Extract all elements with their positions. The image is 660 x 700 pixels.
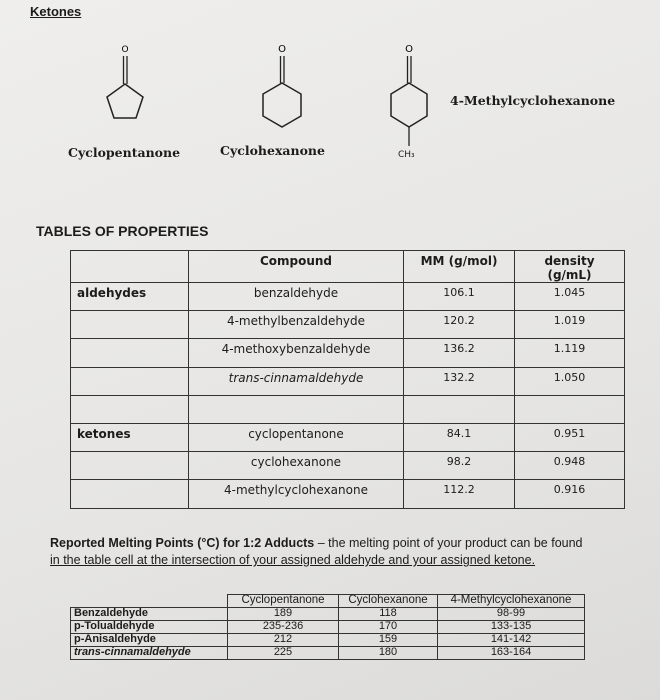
mp-cell: 180 (339, 647, 438, 660)
melting-points-text: – the melting point of your product can be found (314, 536, 583, 550)
table-row (71, 339, 625, 367)
row-label: trans-cinnamaldehyde (71, 647, 228, 660)
table-row (71, 452, 625, 480)
density-cell: 1.119 (515, 339, 625, 367)
ketones-heading: Ketones (30, 4, 82, 19)
cyclopentanone-structure (95, 40, 165, 130)
melting-points-heading: Reported Melting Points (°C) for 1:2 Adducts (50, 536, 315, 550)
category-cell (71, 367, 189, 395)
methyl-group-label: CH₃ (398, 150, 415, 160)
table-row (71, 647, 585, 660)
mp-cell: 159 (339, 634, 438, 647)
mp-cell: 118 (339, 608, 438, 621)
properties-table (70, 250, 625, 509)
mm-cell (404, 395, 515, 423)
density-cell: 0.951 (515, 423, 625, 451)
melting-points-table (70, 594, 585, 660)
mp-cell: 189 (228, 608, 339, 621)
density-cell: 1.050 (515, 367, 625, 395)
row-label: p-Tolualdehyde (71, 621, 228, 634)
table-row (71, 634, 585, 647)
mp-cell: 98-99 (438, 608, 585, 621)
mm-cell: 106.1 (404, 283, 515, 311)
header-cell (71, 251, 189, 283)
mm-cell: 120.2 (404, 311, 515, 339)
mp-cell: 141-142 (438, 634, 585, 647)
compound-cell (189, 395, 404, 423)
compound-cell: cyclohexanone (189, 452, 404, 480)
compound-cell: 4-methoxybenzaldehyde (189, 339, 404, 367)
table-row (71, 480, 625, 508)
mm-cell: 132.2 (404, 367, 515, 395)
melting-header-row (71, 595, 585, 608)
methylcyclohexanone-label: 4-Methylcyclohexanone (450, 93, 616, 108)
cyclohexanone-structure (248, 38, 318, 138)
mp-cell: 235-236 (228, 621, 339, 634)
table-row (71, 608, 585, 621)
density-cell: 0.916 (515, 480, 625, 508)
header-cell: density (g/mL) (515, 251, 625, 283)
category-cell: ketones (71, 423, 189, 451)
mm-cell: 98.2 (404, 452, 515, 480)
category-cell (71, 339, 189, 367)
oxygen-label: O (278, 44, 286, 55)
mm-cell: 136.2 (404, 339, 515, 367)
methylcyclohexanone-structure (380, 38, 450, 168)
melting-points-text-line2: in the table cell at the intersection of your assigned aldehyde and your assigned ketone. (50, 553, 536, 567)
table-row (71, 621, 585, 634)
column-header: 4-Methylcyclohexanone (438, 595, 585, 608)
row-label: p-Anisaldehyde (71, 634, 228, 647)
table-row (71, 283, 625, 311)
mp-cell: 225 (228, 647, 339, 660)
column-header: Cyclopentanone (228, 595, 339, 608)
density-cell: 1.019 (515, 311, 625, 339)
cyclohexanone-label: Cyclohexanone (220, 143, 325, 158)
cyclopentanone-label: Cyclopentanone (68, 145, 181, 160)
category-cell (71, 480, 189, 508)
header-cell: Compound (189, 251, 404, 283)
table-row (71, 423, 625, 451)
table-row (71, 395, 625, 423)
melting-points-description (50, 535, 640, 569)
oxygen-label: O (405, 44, 413, 55)
density-cell: 0.948 (515, 452, 625, 480)
corner-cell (71, 595, 228, 608)
mp-cell: 163-164 (438, 647, 585, 660)
compound-cell: cyclopentanone (189, 423, 404, 451)
compound-cell: benzaldehyde (189, 283, 404, 311)
compound-cell: trans-cinnamaldehyde (189, 367, 404, 395)
category-cell (71, 395, 189, 423)
tables-heading: TABLES OF PROPERTIES (36, 223, 209, 239)
category-cell (71, 452, 189, 480)
density-cell: 1.045 (515, 283, 625, 311)
column-header: Cyclohexanone (339, 595, 438, 608)
mm-cell: 84.1 (404, 423, 515, 451)
row-label: Benzaldehyde (71, 608, 228, 621)
mp-cell: 133-135 (438, 621, 585, 634)
mm-cell: 112.2 (404, 480, 515, 508)
category-cell: aldehydes (71, 283, 189, 311)
mp-cell: 170 (339, 621, 438, 634)
oxygen-label: O (121, 45, 129, 55)
header-cell: MM (g/mol) (404, 251, 515, 283)
density-cell (515, 395, 625, 423)
table-row (71, 367, 625, 395)
properties-header-row (71, 251, 625, 283)
table-row (71, 311, 625, 339)
compound-cell: 4-methylbenzaldehyde (189, 311, 404, 339)
mp-cell: 212 (228, 634, 339, 647)
category-cell (71, 311, 189, 339)
compound-cell: 4-methylcyclohexanone (189, 480, 404, 508)
